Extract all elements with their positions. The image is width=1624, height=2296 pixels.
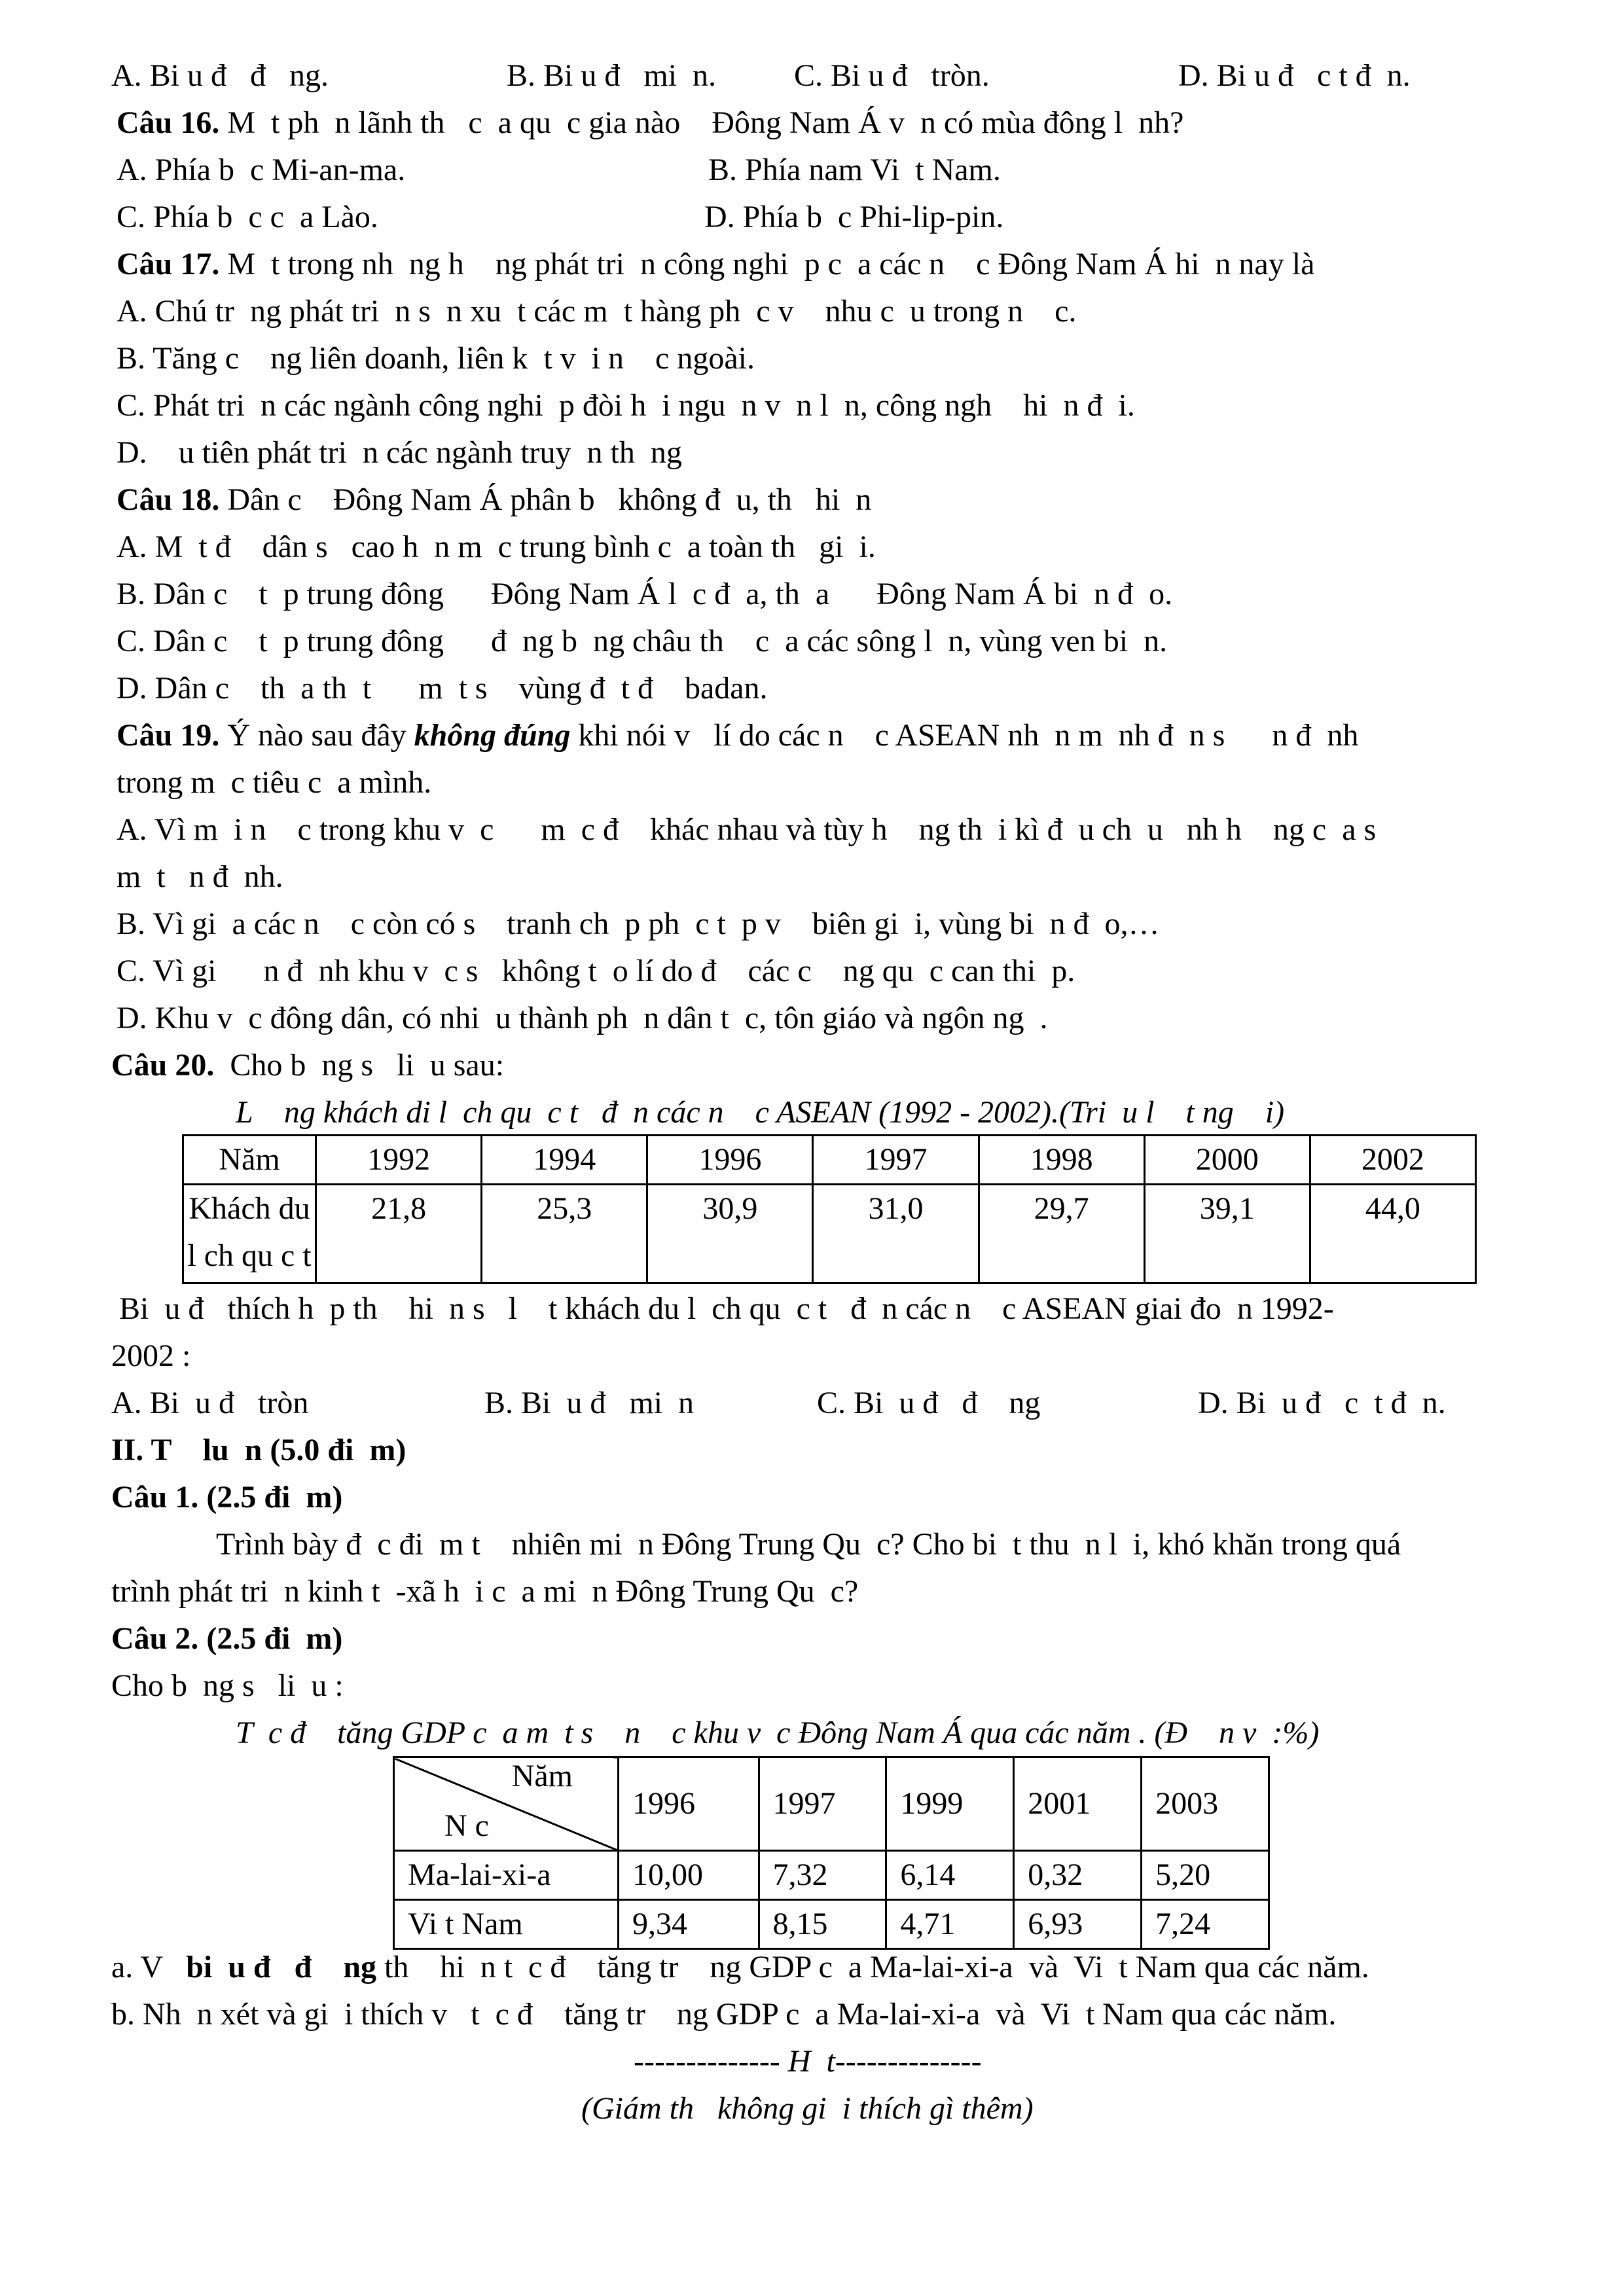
q18-option-a: A. M t đ dân s cao h n m c trung bình c a toàn th gi i. [117, 529, 876, 564]
q15-option-b: B. Bi u đ mi n. [507, 58, 717, 93]
tourist-table-value: 31,0 [813, 1185, 979, 1283]
gdp-table-value: 0,32 [1014, 1851, 1142, 1900]
tourist-table-header-row [183, 1136, 1476, 1185]
gdp-table-header-row [394, 1757, 1269, 1851]
tourist-table-value: 21,8 [316, 1185, 482, 1283]
essay-2-part-a-pre: a. V [111, 1950, 187, 1984]
gdp-table-year: 2001 [1014, 1757, 1142, 1851]
q19-option-b: B. Vì gi a các n c còn có s tranh ch p ph c t p v biên gi i, vùng bi n đ o,… [117, 906, 1160, 941]
table1-caption: L ng khách di l ch qu c t đ n các n c ASEAN (1992 - 2002).(Tri u l t ng i) [236, 1095, 1285, 1130]
gdp-table-row [394, 1900, 1269, 1949]
question-17 [117, 249, 1314, 280]
question-20-label: Câu 20. [111, 1048, 215, 1083]
q15-option-c: C. Bi u đ tròn. [794, 58, 990, 93]
tourist-table-year: 1992 [316, 1136, 482, 1185]
q20-option-c: C. Bi u đ đ ng [817, 1386, 1041, 1420]
tourist-table-row-label: Khách du l ch qu c t [183, 1185, 316, 1283]
q20-option-b: B. Bi u đ mi n [484, 1386, 695, 1420]
q18-option-c: C. Dân c t p trung đông đ ng b ng châu th c a các sông l n, vùng ven bi n. [117, 624, 1168, 658]
question-19 [117, 720, 1358, 751]
part-2-heading: II. T lu n (5.0 đi m) [111, 1433, 406, 1467]
gdp-table-year: 1999 [886, 1757, 1014, 1851]
q17-option-d: D. u tiên phát tri n các ngành truy n th ng [117, 435, 682, 470]
essay-2-part-a-bold: bi u đ đ ng [186, 1950, 377, 1984]
q18-option-d: D. Dân c th a th t m t s vùng đ t đ badan. [117, 671, 768, 706]
gdp-table-country: Vi t Nam [394, 1900, 619, 1949]
q19-option-a-line2: m t n đ nh. [117, 859, 283, 894]
footnote: (Giám th không gi i thích gì thêm) [581, 2091, 1034, 2126]
question-18-text: Dân c Đông Nam Á phân b không đ u, th hi n [219, 482, 872, 517]
q17-option-b: B. Tăng c ng liên doanh, liên k t v i n c ngoài. [117, 341, 755, 376]
q16-option-b: B. Phía nam Vi t Nam. [708, 152, 1001, 187]
tourist-table-data-row [183, 1185, 1476, 1283]
gdp-table-year: 1997 [759, 1757, 886, 1851]
question-20-prompt-line1: Bi u đ thích h p th hi n s l t khách du l ch qu c t đ n các n c ASEAN giai đo n 1992- [111, 1291, 1334, 1326]
essay-2-part-a [111, 1952, 1369, 1983]
question-19-text-post: khi nói v lí do các n c ASEAN nh n m nh đ n s n đ nh [570, 718, 1359, 753]
question-19-text-pre: Ý nào sau đây [219, 718, 414, 753]
question-20-prompt-line2: 2002 : [111, 1338, 191, 1373]
gdp-table-corner-country: N c [444, 1808, 489, 1843]
question-19-emphasis: không đúng [414, 718, 571, 753]
table2-caption: T c đ tăng GDP c a m t s n c khu v c Đông Nam Á qua các năm . (Đ n v :%) [236, 1715, 1320, 1750]
end-mark: -------------- H t-------------- [634, 2044, 982, 2079]
q20-option-a: A. Bi u đ tròn [111, 1386, 309, 1420]
gdp-table-year: 2003 [1142, 1757, 1269, 1851]
question-20 [111, 1050, 504, 1081]
tourist-table-header-label: Năm [183, 1136, 316, 1185]
q16-option-c: C. Phía b c c a Lào. [117, 200, 378, 234]
q20-option-d: D. Bi u đ c t đ n. [1198, 1386, 1446, 1420]
question-16 [117, 107, 1183, 139]
essay-1-text-line2: trình phát tri n kinh t -xã h i c a mi n Đông Trung Qu c? [111, 1574, 859, 1609]
essay-2-text: Cho b ng s li u : [111, 1668, 344, 1703]
question-16-text: M t ph n lãnh th c a qu c gia nào Đông Nam Á v n có mùa đông l nh? [219, 105, 1184, 140]
gdp-table-value: 6,93 [1014, 1900, 1142, 1949]
question-19-text-line2: trong m c tiêu c a mình. [117, 765, 432, 800]
question-17-label: Câu 17. [117, 247, 220, 281]
gdp-table [393, 1756, 1270, 1950]
q15-option-a: A. Bi u đ đ ng. [111, 58, 329, 93]
q18-option-b: B. Dân c t p trung đông Đông Nam Á l c đ a, th a Đông Nam Á bi n đ o. [117, 577, 1173, 611]
q16-option-d: D. Phía b c Phi-lip-pin. [704, 200, 1004, 234]
essay-1-label: Câu 1. (2.5 đi m) [111, 1480, 343, 1515]
essay-1-text-line1: Trình bày đ c đi m t nhiên mi n Đông Trung Qu c? Cho bi t thu n l i, khó khăn trong quá [216, 1527, 1401, 1562]
essay-2-label: Câu 2. (2.5 đi m) [111, 1621, 343, 1656]
gdp-table-value: 7,24 [1142, 1900, 1269, 1949]
gdp-table-value: 5,20 [1142, 1851, 1269, 1900]
tourist-table-year: 1997 [813, 1136, 979, 1185]
tourist-table-year: 1996 [647, 1136, 813, 1185]
question-16-label: Câu 16. [117, 105, 220, 140]
tourist-table-value: 25,3 [482, 1185, 647, 1283]
tourist-table-value: 29,7 [979, 1185, 1144, 1283]
gdp-table-value: 6,14 [886, 1851, 1014, 1900]
tourist-table-year: 2000 [1144, 1136, 1310, 1185]
gdp-table-corner-year: Năm [511, 1759, 573, 1793]
q15-option-d: D. Bi u đ c t đ n. [1178, 58, 1411, 93]
q19-option-c: C. Vì gi n đ nh khu v c s không t o lí do đ các c ng qu c can thi p. [117, 954, 1075, 988]
tourist-table-year: 1998 [979, 1136, 1144, 1185]
gdp-table-country: Ma-lai-xi-a [394, 1851, 619, 1900]
tourist-table-value: 39,1 [1144, 1185, 1310, 1283]
q19-option-a-line1: A. Vì m i n c trong khu v c m c đ khác nhau và tùy h ng th i kì đ u ch u nh h ng c a s [117, 812, 1377, 847]
gdp-table-value: 7,32 [759, 1851, 886, 1900]
question-17-text: M t trong nh ng h ng phát tri n công nghi p c a các n c Đông Nam Á hi n nay là [219, 247, 1315, 281]
q17-option-a: A. Chú tr ng phát tri n s n xu t các m t hàng ph c v nhu c u trong n c. [117, 294, 1077, 329]
gdp-table-value: 4,71 [886, 1900, 1014, 1949]
q19-option-d: D. Khu v c đông dân, có nhi u thành ph n dân t c, tôn giáo và ngôn ng . [117, 1001, 1048, 1035]
gdp-table-value: 10,00 [619, 1851, 759, 1900]
tourist-table-year: 1994 [482, 1136, 647, 1185]
tourist-table [182, 1134, 1477, 1284]
q17-option-c: C. Phát tri n các ngành công nghi p đòi h i ngu n v n l n, công ngh hi n đ i. [117, 388, 1135, 423]
question-18-label: Câu 18. [117, 482, 220, 517]
gdp-table-value: 9,34 [619, 1900, 759, 1949]
tourist-table-value: 30,9 [647, 1185, 813, 1283]
gdp-table-value: 8,15 [759, 1900, 886, 1949]
tourist-table-value: 44,0 [1310, 1185, 1475, 1283]
question-18 [117, 484, 871, 516]
question-19-label: Câu 19. [117, 718, 220, 753]
tourist-table-year: 2002 [1310, 1136, 1475, 1185]
question-20-text: Cho b ng s li u sau: [214, 1048, 505, 1083]
essay-2-part-a-post: th hi n t c đ tăng tr ng GDP c a Ma-lai-xi-a và Vi t Nam qua các năm. [376, 1950, 1369, 1984]
gdp-table-corner [394, 1757, 619, 1851]
essay-2-part-b: b. Nh n xét và gi i thích v t c đ tăng tr ng GDP c a Ma-lai-xi-a và Vi t Nam qua các năm. [111, 1997, 1337, 2032]
gdp-table-year: 1996 [619, 1757, 759, 1851]
q16-option-a: A. Phía b c Mi-an-ma. [117, 152, 406, 187]
gdp-table-row [394, 1851, 1269, 1900]
